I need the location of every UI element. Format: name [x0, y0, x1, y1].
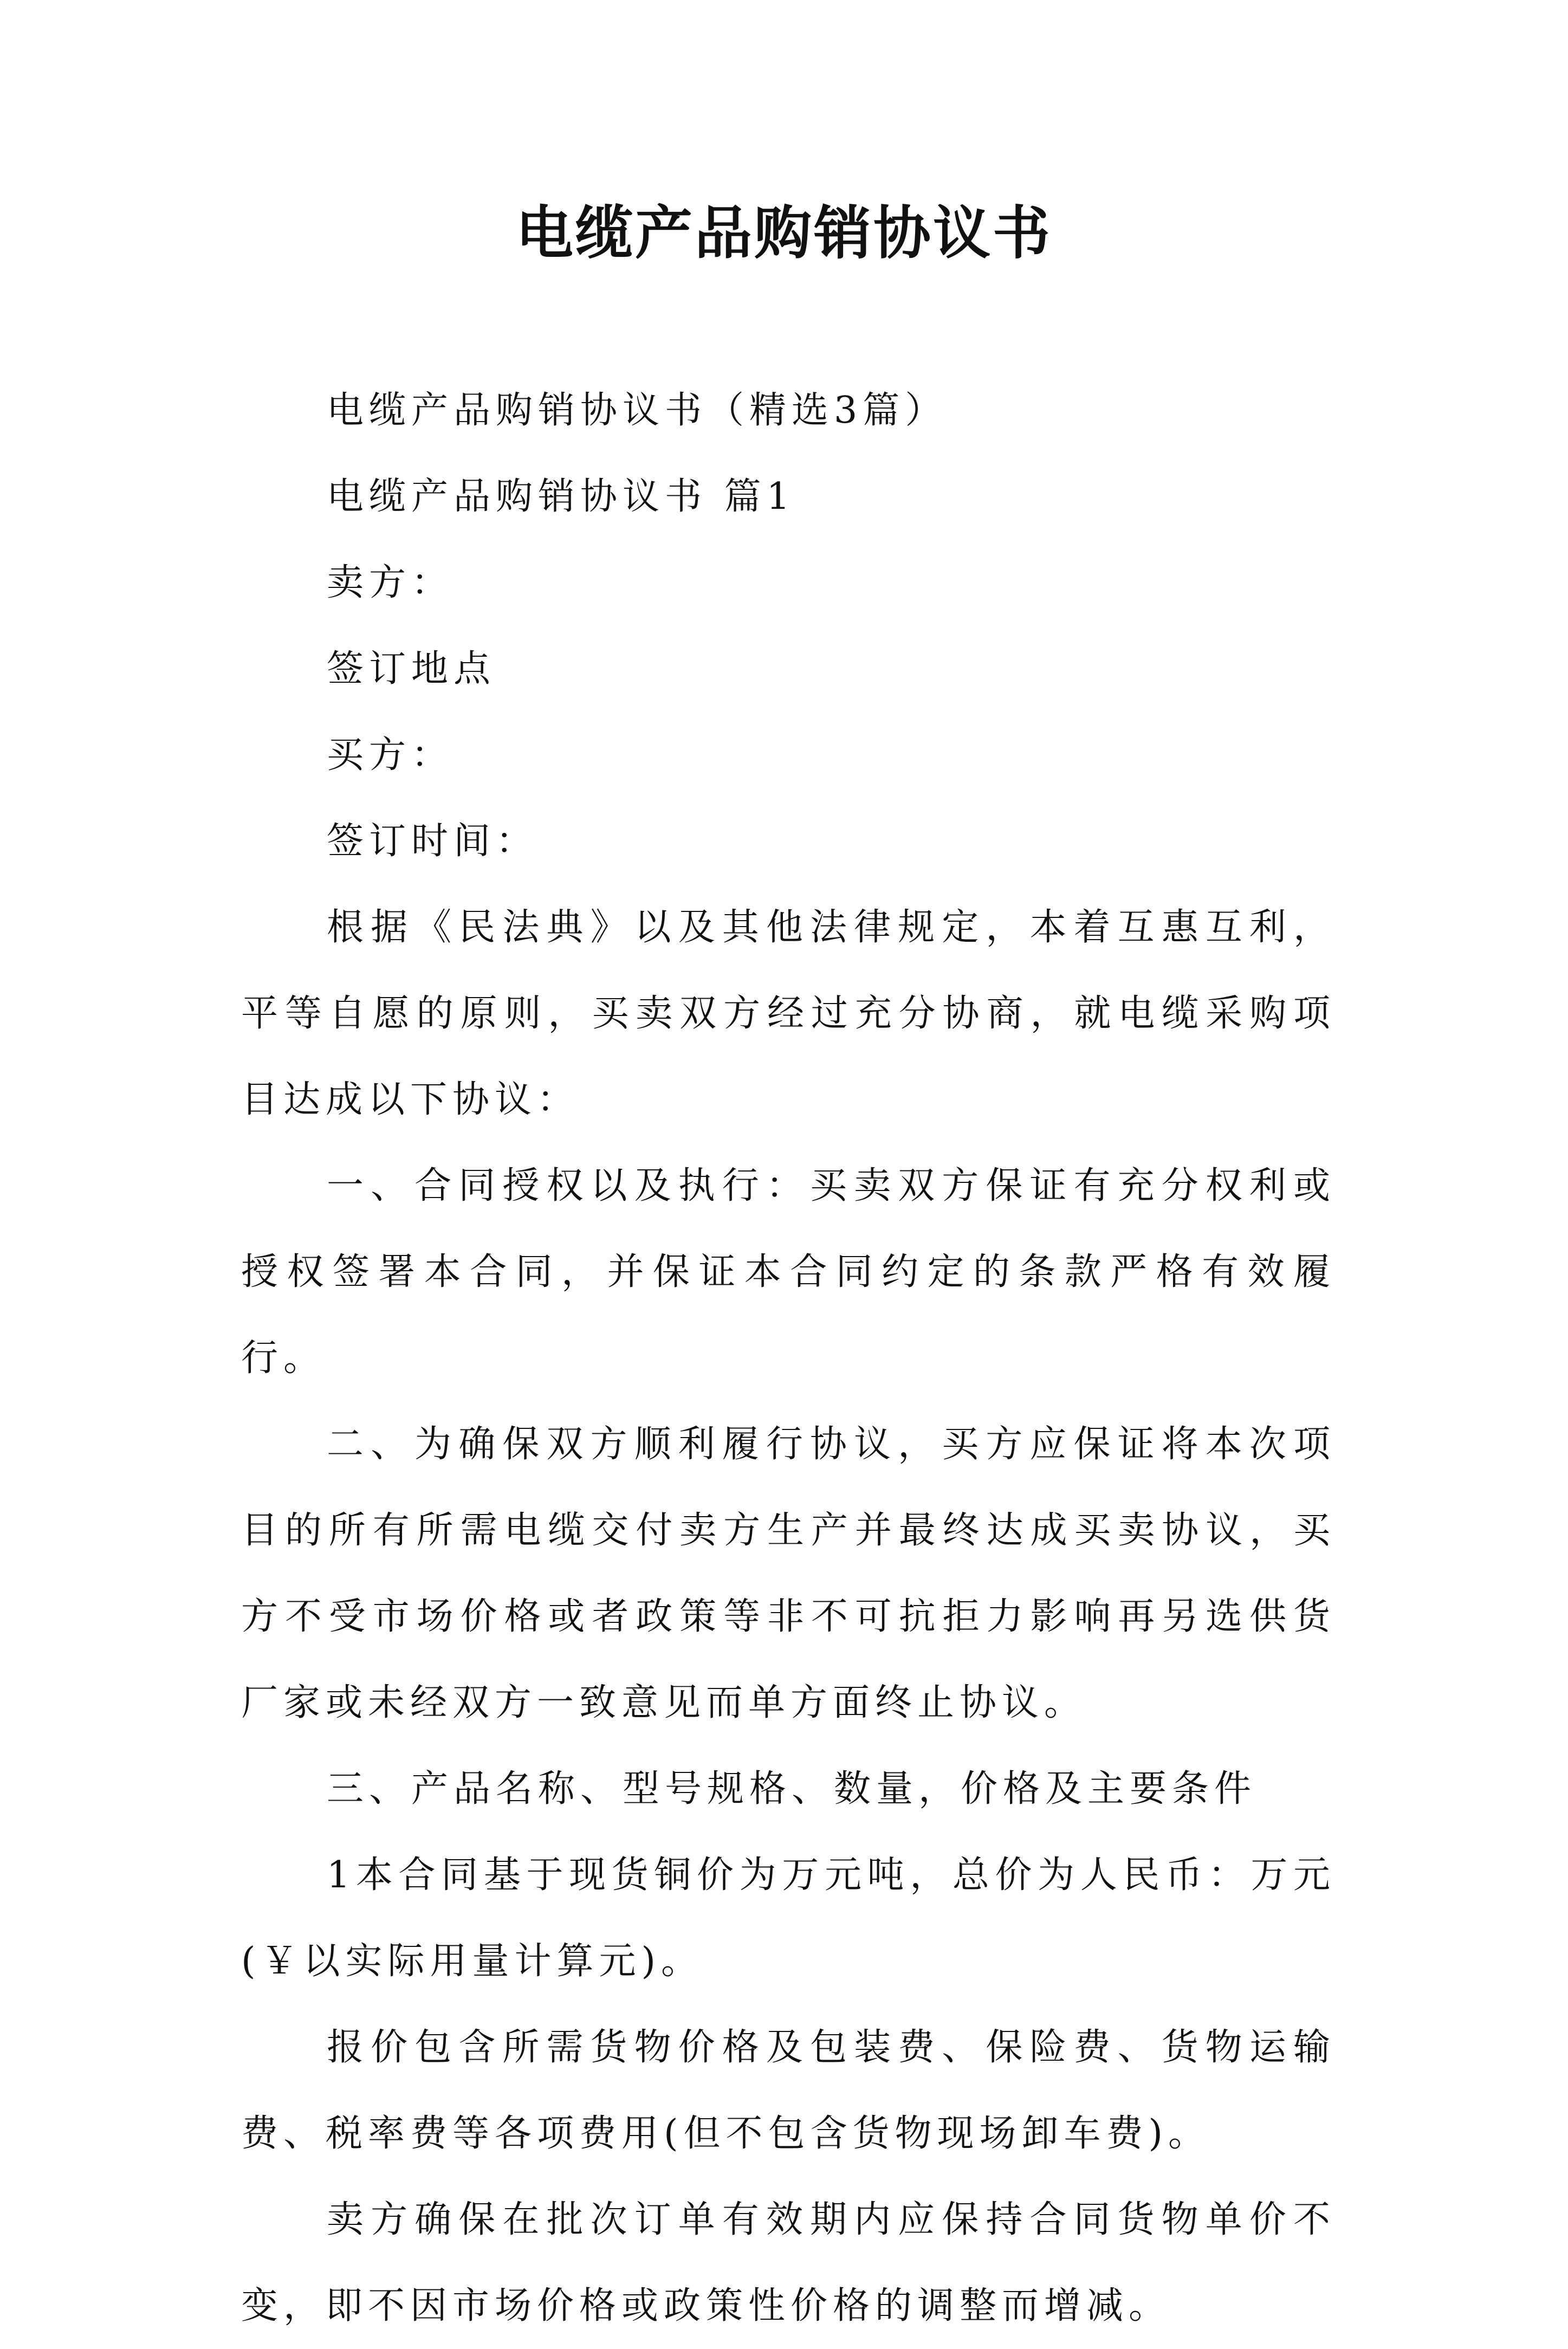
paragraph-seller: 卖方：	[327, 561, 454, 604]
paragraph-price-basis: 1本合同基于现货铜价为万元吨，总价为人民币：万元(￥以实际用量计算元)。	[241, 1854, 1336, 1983]
paragraph-price-fixed: 卖方确保在批次订单有效期内应保持合同货物单价不变，即不因市场价格或政策性价格的调整而增减。	[241, 2198, 1336, 2327]
paragraph-signing-time: 签订时间：	[327, 820, 539, 863]
paragraph-subtitle: 电缆产品购销协议书（精选3篇）	[327, 389, 948, 432]
paragraph-price-includes: 报价包含所需货物价格及包装费、保险费、货物运输费、税率费等各项费用(但不包含货物现场卸车费)。	[241, 2026, 1336, 2155]
paragraph-clause-2: 二、为确保双方顺利履行协议，买方应保证将本次项目的所有所需电缆交付卖方生产并最终达成买卖协议，买方不受市场价格或者政策等非不可抗拒力影响再另选供货厂家或未经双方一致意见而单方面终止协议。	[241, 1423, 1336, 1724]
document-title: 电缆产品购销协议书	[516, 199, 1052, 267]
paragraph-clause-1: 一、合同授权以及执行：买卖双方保证有充分权利或授权签署本合同，并保证本合同约定的条款严格有效履行。	[241, 1164, 1336, 1380]
paragraph-clause-3: 三、产品名称、型号规格、数量，价格及主要条件	[327, 1768, 1257, 1810]
document-body	[241, 367, 1336, 2349]
paragraph-preamble: 根据《民法典》以及其他法律规定，本着互惠互利，平等自愿的原则，买卖双方经过充分协商，就电缆采购项目达成以下协议：	[241, 906, 1336, 1121]
paragraph-signing-place: 签订地点	[327, 648, 496, 690]
paragraph-buyer: 买方：	[327, 734, 454, 776]
paragraph-part-heading: 电缆产品购销协议书 篇1	[327, 475, 795, 518]
